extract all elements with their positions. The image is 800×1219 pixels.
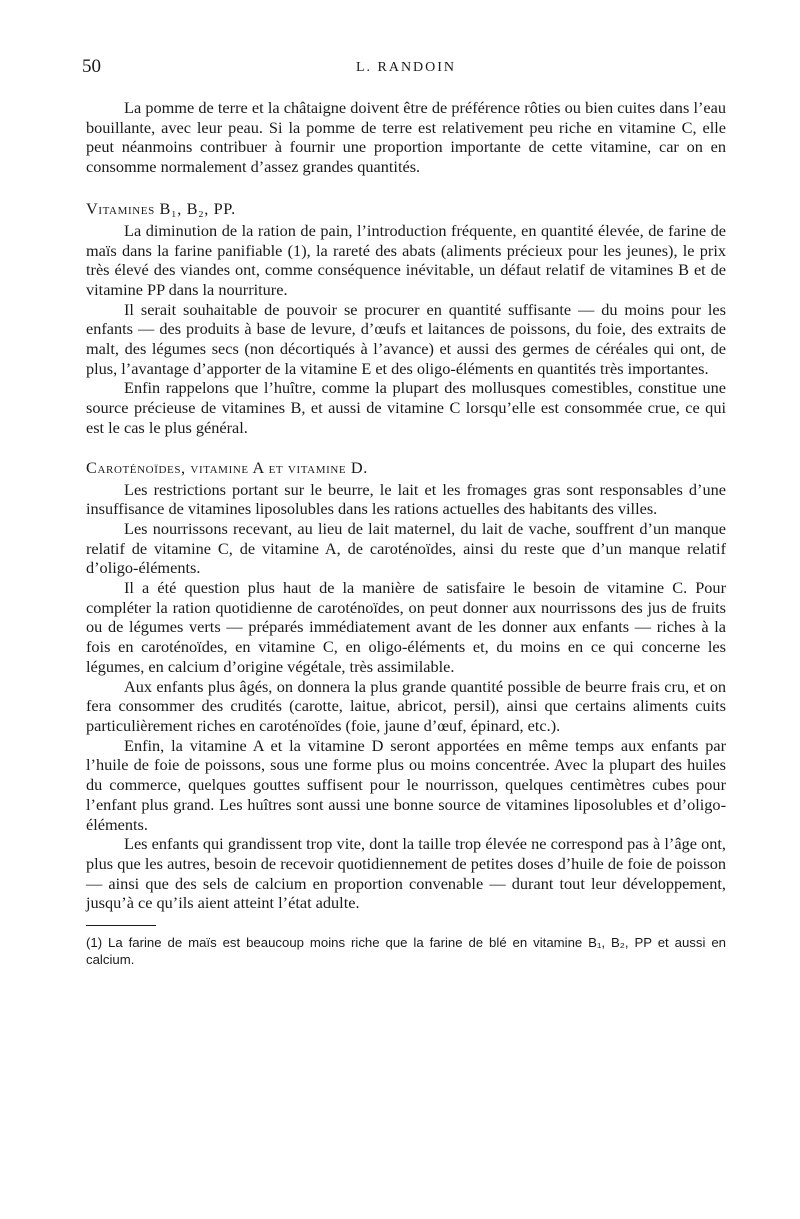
footnote-divider — [86, 925, 156, 926]
paragraph-growing-children: Les enfants qui grandissent trop vite, dont la taille trop élevée ne correspond pas à l’âge ont, plus que les autres, besoin de recevoir quotidiennement de petites doses d’huile de foie de poisson — ainsi que des sels de calcium en proportion convenable — durant tout leur développement, jusqu’à ce qu’ils aient atteint l’état adulte. — [86, 834, 726, 913]
paragraph-restrictions: Les restrictions portant sur le beurre, le lait et les fromages gras sont responsables d’une insuffisance de vitamines liposolubles dans les rations actuelles des habitants des villes. — [86, 479, 726, 519]
paragraph-vitamin-c-ration: Il a été question plus haut de la manière de satisfaire le besoin de vitamine C. Pour compléter la ration quotidienne de caroténoïdes, on peut donner aux nourrissons des jus de fruits ou de légumes verts — préparés immédiatement avant de les donner aux enfants — riches à la fois en caroténoïdes, en vitamine C, en oligo-éléments et, du moins en ce qui concerne les légumes, en calcium d’origine végétale, très assimilable. — [86, 578, 726, 676]
paragraph-oyster: Enfin rappelons que l’huître, comme la plupart des mollusques comestibles, constitue une source précieuse de vitamines B, et aussi de vitamine C lorsqu’elle est consommée crue, ce qui est le cas le plus général. — [86, 378, 726, 437]
paragraph-older-children: Aux enfants plus âgés, on donnera la plus grande quantité possible de beurre frais cru, et on fera consommer des crudités (carotte, laitue, abricot, persil), ainsi que certains aliments cuits particulièrement riches en caroténoïdes (foie, jaune d’œuf, épinard, etc.). — [86, 676, 726, 735]
paragraph-potato: La pomme de terre et la châtaigne doivent être de préférence rôties ou bien cuites dans l’eau bouillante, avec leur peau. Si la pomme de terre est relativement peu riche en vitamine C, elle peut néanmoins contribuer à fournir une proportion importante de cette vitamine, car on en consomme normalement d’assez grandes quantités. — [86, 98, 726, 177]
document-page — [82, 56, 726, 968]
section-title-carotenoids: Caroténoïdes, vitamine A et vitamine D. — [86, 457, 368, 477]
running-head: L. RANDOIN — [355, 60, 457, 75]
paragraph-yeast-products: Il serait souhaitable de pouvoir se procurer en quantité suffisante — du moins pour les enfants — des produits à base de levure, d’œufs et laitances de poissons, du foie, des extraits de malt, des légumes secs (non décortiqués à l’avance) et aussi des germes de céréales qui ont, de plus, l’avantage d’apporter de la vitamine E et des oligo-éléments en quantités très importantes. — [86, 299, 726, 378]
page-number: 50 — [82, 56, 101, 77]
paragraph-bread-ration: La diminution de la ration de pain, l’introduction fréquente, en quantité élevée, de farine de maïs dans la farine panifiable (1), la rareté des abats (aliments précieux pour les jeunes), le prix très élevé des viandes ont, comme conséquence inévitable, un défaut relatif de vitamines B et de vitamine PP dans la nourriture. — [86, 220, 726, 299]
paragraph-infants: Les nourrissons recevant, au lieu de lait maternel, du lait de vache, souffrent d’un manque relatif de vitamine C, de vitamine A, de caroténoïdes, ainsi du reste que d’un manque relatif d’oligo-éléments. — [86, 518, 726, 578]
paragraph-fish-liver-oil: Enfin, la vitamine A et la vitamine D seront apportées en même temps aux enfants par l’huile de foie de poissons, sous une forme plus ou moins concentrée. Avec la plupart des huiles du commerce, quelques gouttes suffisent pour le nourrisson, quelques centimètres cubes pour l’enfant plus grand. Les huîtres sont aussi une bonne source de vitamines liposolubles et d’oligo-éléments. — [86, 735, 726, 834]
page-header — [82, 56, 726, 82]
footnote: (1) La farine de maïs est beaucoup moins riche que la farine de blé en vitamine B₁, B₂, PP et aussi en calcium. — [86, 935, 726, 968]
section-title-vitamins-b: Vitamines B₁, B₂, PP. — [86, 198, 236, 218]
